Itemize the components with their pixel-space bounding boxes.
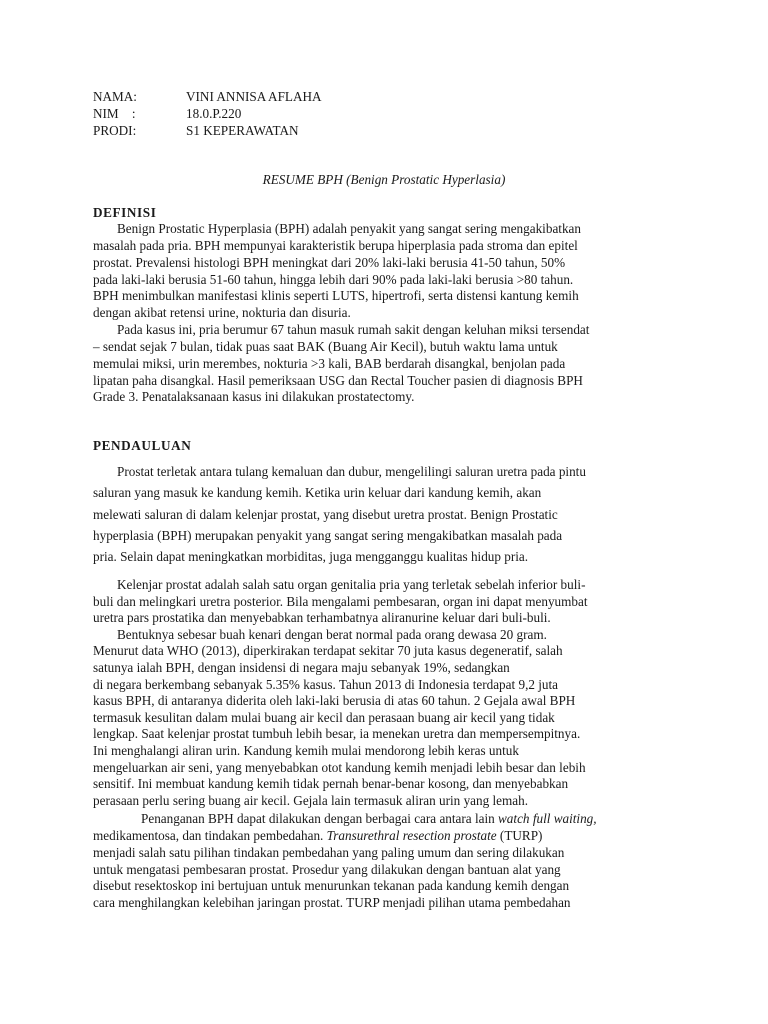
text-line: termasuk kesulitan dalam mulai buang air kecil dan perasaan buang air kecil yang tidak bbox=[93, 709, 555, 725]
student-identity bbox=[93, 88, 322, 139]
text-line: cara menghilangkan kelebihan jaringan prostat. TURP menjadi pilihan utama pembedahan bbox=[93, 895, 571, 911]
text-line: perasaan perlu sering buang air kecil. Gejala lain termasuk aliran urin yang lemah. bbox=[93, 792, 529, 808]
text-line: BPH menimbulkan manifestasi klinis seperti LUTS, hipertrofi, serta distensi kantung kemih bbox=[93, 288, 579, 304]
identity-row-prodi bbox=[93, 122, 322, 139]
text-line: dengan akibat retensi urine, nokturia dan disuria. bbox=[93, 305, 351, 321]
text-line: pria. Selain dapat meningkatkan morbiditas, juga mengganggu kualitas hidup pria. bbox=[93, 549, 529, 565]
italic-term: watch full waiting, bbox=[498, 811, 597, 826]
pendauluan-paragraph-2 bbox=[93, 577, 653, 809]
text-line: buli dan melingkari uretra posterior. Bila mengalami pembesaran, organ ini dapat menyumbat bbox=[93, 593, 588, 609]
nim-value: 18.0.P.220 bbox=[186, 106, 242, 121]
document-title: RESUME BPH (Benign Prostatic Hyperlasia) bbox=[262, 172, 506, 187]
text-line: Bentuknya sebesar buah kenari dengan berat normal pada orang dewasa 20 gram. bbox=[117, 626, 547, 642]
text-run: (TURP) bbox=[496, 827, 543, 843]
nama-label: NAMA: bbox=[93, 89, 137, 104]
identity-row-nim bbox=[93, 105, 322, 122]
text-line bbox=[93, 811, 653, 828]
text-line: masalah pada pria. BPH mempunyai karakteristik berupa hiperplasia pada stroma dan epitel bbox=[93, 237, 578, 253]
identity-row-nama bbox=[93, 88, 322, 105]
italic-term: Transurethral resection prostate bbox=[326, 827, 497, 843]
text-line: untuk mengatasi pembesaran prostat. Prosedur yang dilakukan dengan bantuan alat yang bbox=[93, 861, 561, 877]
text-line: prostat. Prevalensi histologi BPH meningkat dari 20% laki-laki berusia 41-50 tahun, 50% bbox=[93, 254, 566, 270]
text-line: saluran yang masuk ke kandung kemih. Ketika urin keluar dari kandung kemih, akan bbox=[93, 485, 542, 501]
definisi-body bbox=[93, 221, 653, 406]
text-line: mengeluarkan air seni, yang menyebabkan otot kandung kemih menjadi lebih besar dan lebih bbox=[93, 759, 586, 775]
text-line: sensitif. Ini membuat kandung kemih tidak pernah benar-benar kosong, dan menyebabkan bbox=[93, 776, 569, 792]
text-line: Ini menghalangi aliran urin. Kandung kemih mulai mendorong lebih keras untuk bbox=[93, 742, 519, 758]
pendauluan-paragraph-1 bbox=[93, 461, 653, 567]
text-line: Grade 3. Penatalaksanaan kasus ini dilakukan prostatectomy. bbox=[93, 389, 415, 405]
prodi-label: PRODI: bbox=[93, 123, 137, 138]
text-line: Prostat terletak antara tulang kemaluan dan dubur, mengelilingi saluran uretra pada pintu bbox=[117, 464, 586, 479]
text-line: kasus BPH, di antaranya diderita oleh laki-laki berusia di atas 60 tahun. 2 Gejala awal BPH bbox=[93, 693, 576, 709]
nim-label: NIM : bbox=[93, 106, 136, 121]
text-line: satunya ialah BPH, dengan insidensi di negara maju sebanyak 19%, sedangkan bbox=[93, 659, 510, 675]
pendauluan-paragraph-3 bbox=[93, 811, 653, 912]
text-line: – sendat sejak 7 bulan, tidak puas saat BAK (Buang Air Kecil), butuh waktu lama untuk bbox=[93, 338, 558, 354]
text-line: melewati saluran di dalam kelenjar prostat, yang disebut uretra prostat. Benign Prostatic bbox=[93, 506, 558, 522]
text-line: Pada kasus ini, pria berumur 67 tahun masuk rumah sakit dengan keluhan miksi tersendat bbox=[117, 322, 590, 338]
prodi-value: S1 KEPERAWATAN bbox=[186, 123, 299, 138]
pendauluan-heading: PENDAULUAN bbox=[93, 438, 192, 453]
text-run: medikamentosa, dan tindakan pembedahan. bbox=[93, 827, 327, 843]
text-line: lengkap. Saat kelenjar prostat tumbuh lebih besar, ia menekan uretra dan mempersempitnya. bbox=[93, 726, 581, 742]
definisi-heading: DEFINISI bbox=[93, 205, 157, 220]
text-line: Benign Prostatic Hyperplasia (BPH) adalah penyakit yang sangat sering mengakibatkan bbox=[117, 221, 582, 236]
text-line: Menurut data WHO (2013), diperkirakan terdapat sekitar 70 juta kasus degeneratif, salah bbox=[93, 643, 563, 659]
text-run: Penanganan BPH dapat dilakukan dengan berbagai cara antara lain bbox=[141, 811, 499, 826]
text-line: hyperplasia (BPH) merupakan penyakit yang sangat sering mengakibatkan masalah pada bbox=[93, 527, 563, 543]
text-line: disebut resektoskop ini bertujuan untuk menurunkan tekanan pada kandung kemih dengan bbox=[93, 878, 570, 894]
text-line: memulai miksi, urin merembes, nokturia >3 kali, BAB berdarah disangkal, benjolan pada bbox=[93, 355, 566, 371]
text-line: pada laki-laki berusia 51-60 tahun, hingga lebih dari 90% pada laki-laki berusia >80 tahun. bbox=[93, 271, 574, 287]
text-line: di negara berkembang sebanyak 5.35% kasus. Tahun 2013 di Indonesia terdapat 9,2 juta bbox=[93, 676, 559, 692]
text-line: lipatan paha disangkal. Hasil pemeriksaan USG dan Rectal Toucher pasien di diagnosis BPH bbox=[93, 372, 583, 388]
text-line: uretra pars prostatika dan menyebabkan terhambatnya aliranurine keluar dari buli-buli. bbox=[93, 610, 551, 626]
text-line bbox=[93, 828, 653, 845]
text-line: Kelenjar prostat adalah salah satu organ genitalia pria yang terletak sebelah inferior buli- bbox=[117, 577, 586, 592]
text-line: menjadi salah satu pilihan tindakan pembedahan yang paling umum dan sering dilakukan bbox=[93, 844, 565, 860]
nama-value: VINI ANNISA AFLAHA bbox=[186, 89, 322, 104]
